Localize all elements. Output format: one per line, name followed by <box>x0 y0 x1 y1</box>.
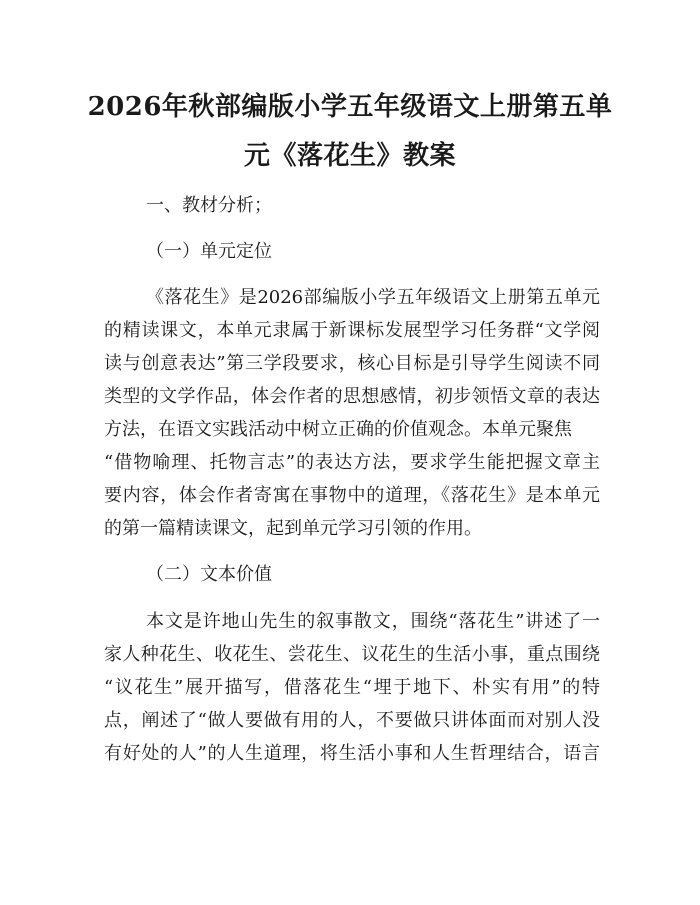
paragraph-2-line: 有好处的人”的人生道理，将生活小事和人生哲理结合，语言 <box>104 743 600 764</box>
paragraph-1-line: 要内容，体会作者寄寓在事物中的道理，《落花生》是本单元 <box>104 485 600 506</box>
paragraph-1-line: 《落花生》是2026部编版小学五年级语文上册第五单元 <box>146 287 600 308</box>
subsection-heading-text-value: （二）文本价值 <box>146 564 272 585</box>
paragraph-1-line: 方法，在语文实践活动中树立正确的价值观念。本单元聚焦 <box>104 419 572 440</box>
document-title-line-2: 元《落花生》教案 <box>243 141 456 171</box>
paragraph-1-line: 的第一篇精读课文，起到单元学习引领的作用。 <box>104 518 482 539</box>
document-title-line-1: 2026年秋部编版小学五年级语文上册第五单 <box>87 92 613 122</box>
paragraph-1-line: 类型的文学作品，体会作者的思想感情，初步领悟文章的表达 <box>104 386 600 407</box>
paragraph-1-line: 的精读课文，本单元隶属于新课标发展型学习任务群“文学阅 <box>104 320 600 341</box>
paragraph-2-line: 本文是许地山先生的叙事散文，围绕“落花生”讲述了一 <box>146 611 600 632</box>
paragraph-1-line: “借物喻理、托物言志”的表达方法，要求学生能把握文章主 <box>104 452 600 473</box>
paragraph-2-line: “议花生”展开描写，借落花生“埋于地下、朴实有用”的特 <box>104 677 600 698</box>
section-heading-textbook-analysis: 一、教材分析； <box>146 195 272 216</box>
paragraph-1-line: 读与创意表达”第三学段要求，核心目标是引导学生阅读不同 <box>104 353 600 374</box>
paragraph-2-line: 家人种花生、收花生、尝花生、议花生的生活小事，重点围绕 <box>104 644 600 665</box>
paragraph-2-line: 点，阐述了“做人要做有用的人，不要做只讲体面而对别人没 <box>104 710 600 731</box>
subsection-heading-unit-positioning: （一）单元定位 <box>146 241 272 262</box>
